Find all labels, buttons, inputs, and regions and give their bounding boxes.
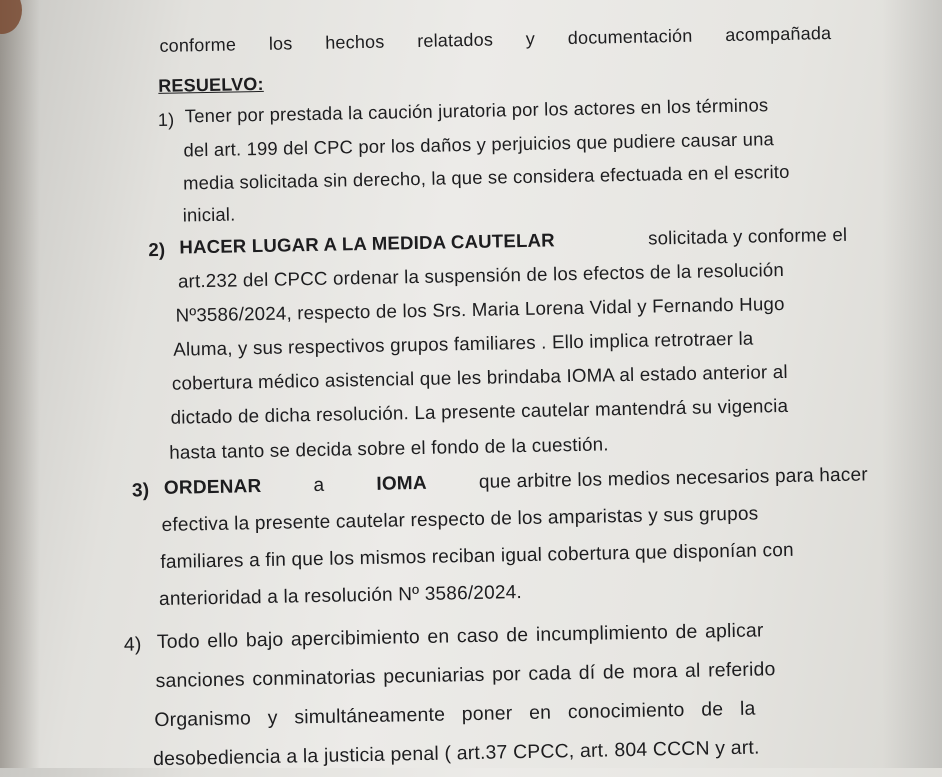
item2-bold: HACER LUGAR A LA MEDIDA CAUTELAR: [179, 229, 555, 258]
item3-first-rest: que arbitre los medios necesarios para hacer: [478, 464, 869, 493]
word: conforme: [159, 34, 237, 56]
item2-line2: art.232 del CPCC ordenar la suspensión de los efectos de la resolución: [177, 258, 785, 292]
item2-line4: Aluma, y sus respectivos grupos familiares . Ello implica retrotraer la: [173, 327, 754, 360]
item3-word-a: a: [313, 474, 325, 497]
item4-line2: sanciones conminatorias pecuniarias por cada dí de mora al referido: [155, 658, 776, 693]
item3-line4: anterioridad a la resolución Nº 3586/2024.: [158, 582, 523, 611]
word: hechos: [325, 31, 385, 53]
item4-number: 4): [123, 633, 142, 656]
item2-first-rest: solicitada y conforme el: [647, 223, 848, 249]
item1-line2: del art. 199 del CPC por los daños y perjuicios que pudiere causar una: [183, 128, 775, 161]
item1-line3: media solicitada sin derecho, la que se considera efectuada en el escrito: [182, 160, 790, 194]
word: los: [268, 33, 293, 54]
item2-number: 2): [148, 238, 166, 261]
item3-number: 3): [131, 480, 150, 502]
item1-line1: Tener por prestada la caución juratoria por los actores en los términos: [184, 94, 769, 127]
item2-line7: hasta tanto se decida sobre el fondo de la cuestión.: [169, 433, 609, 463]
word: acompañada: [725, 23, 832, 46]
intro-line: [159, 23, 831, 57]
item2-line6: dictado de dicha resolución. La presente cautelar mantendrá su vigencia: [170, 394, 789, 428]
item3-bold1: ORDENAR: [163, 476, 262, 499]
item4-line1: Todo ello bajo apercibimiento en caso de incumplimiento de aplicar: [156, 619, 764, 654]
item4-line4: desobediencia a la justicia penal ( art.37 CPCC, art. 804 CCCN y art.: [152, 736, 760, 771]
item3-line2: efectiva la presente cautelar respecto de los amparistas y sus grupos: [161, 503, 759, 536]
word: documentación: [567, 25, 693, 49]
word: y: [525, 28, 536, 49]
resuelvo-heading: RESUELVO:: [158, 73, 264, 96]
item2-line1: [179, 224, 847, 259]
item3-bold2: IOMA: [376, 472, 427, 495]
item2-line3: Nº3586/2024, respecto de los Srs. Maria Lorena Vidal y Fernando Hugo: [175, 292, 785, 326]
item4-line3: Organismo y simultáneamente poner en conocimiento de la: [154, 697, 756, 732]
item3-line1: [164, 464, 868, 500]
item2-line5: cobertura médico asistencial que les brindaba IOMA al estado anterior al: [171, 360, 788, 394]
item1-line4: inicial.: [182, 203, 236, 226]
item1-number: 1): [157, 109, 175, 130]
item3-line3: familiares a fin que los mismos reciban igual cobertura que disponían con: [160, 539, 794, 573]
word: relatados: [417, 29, 494, 51]
